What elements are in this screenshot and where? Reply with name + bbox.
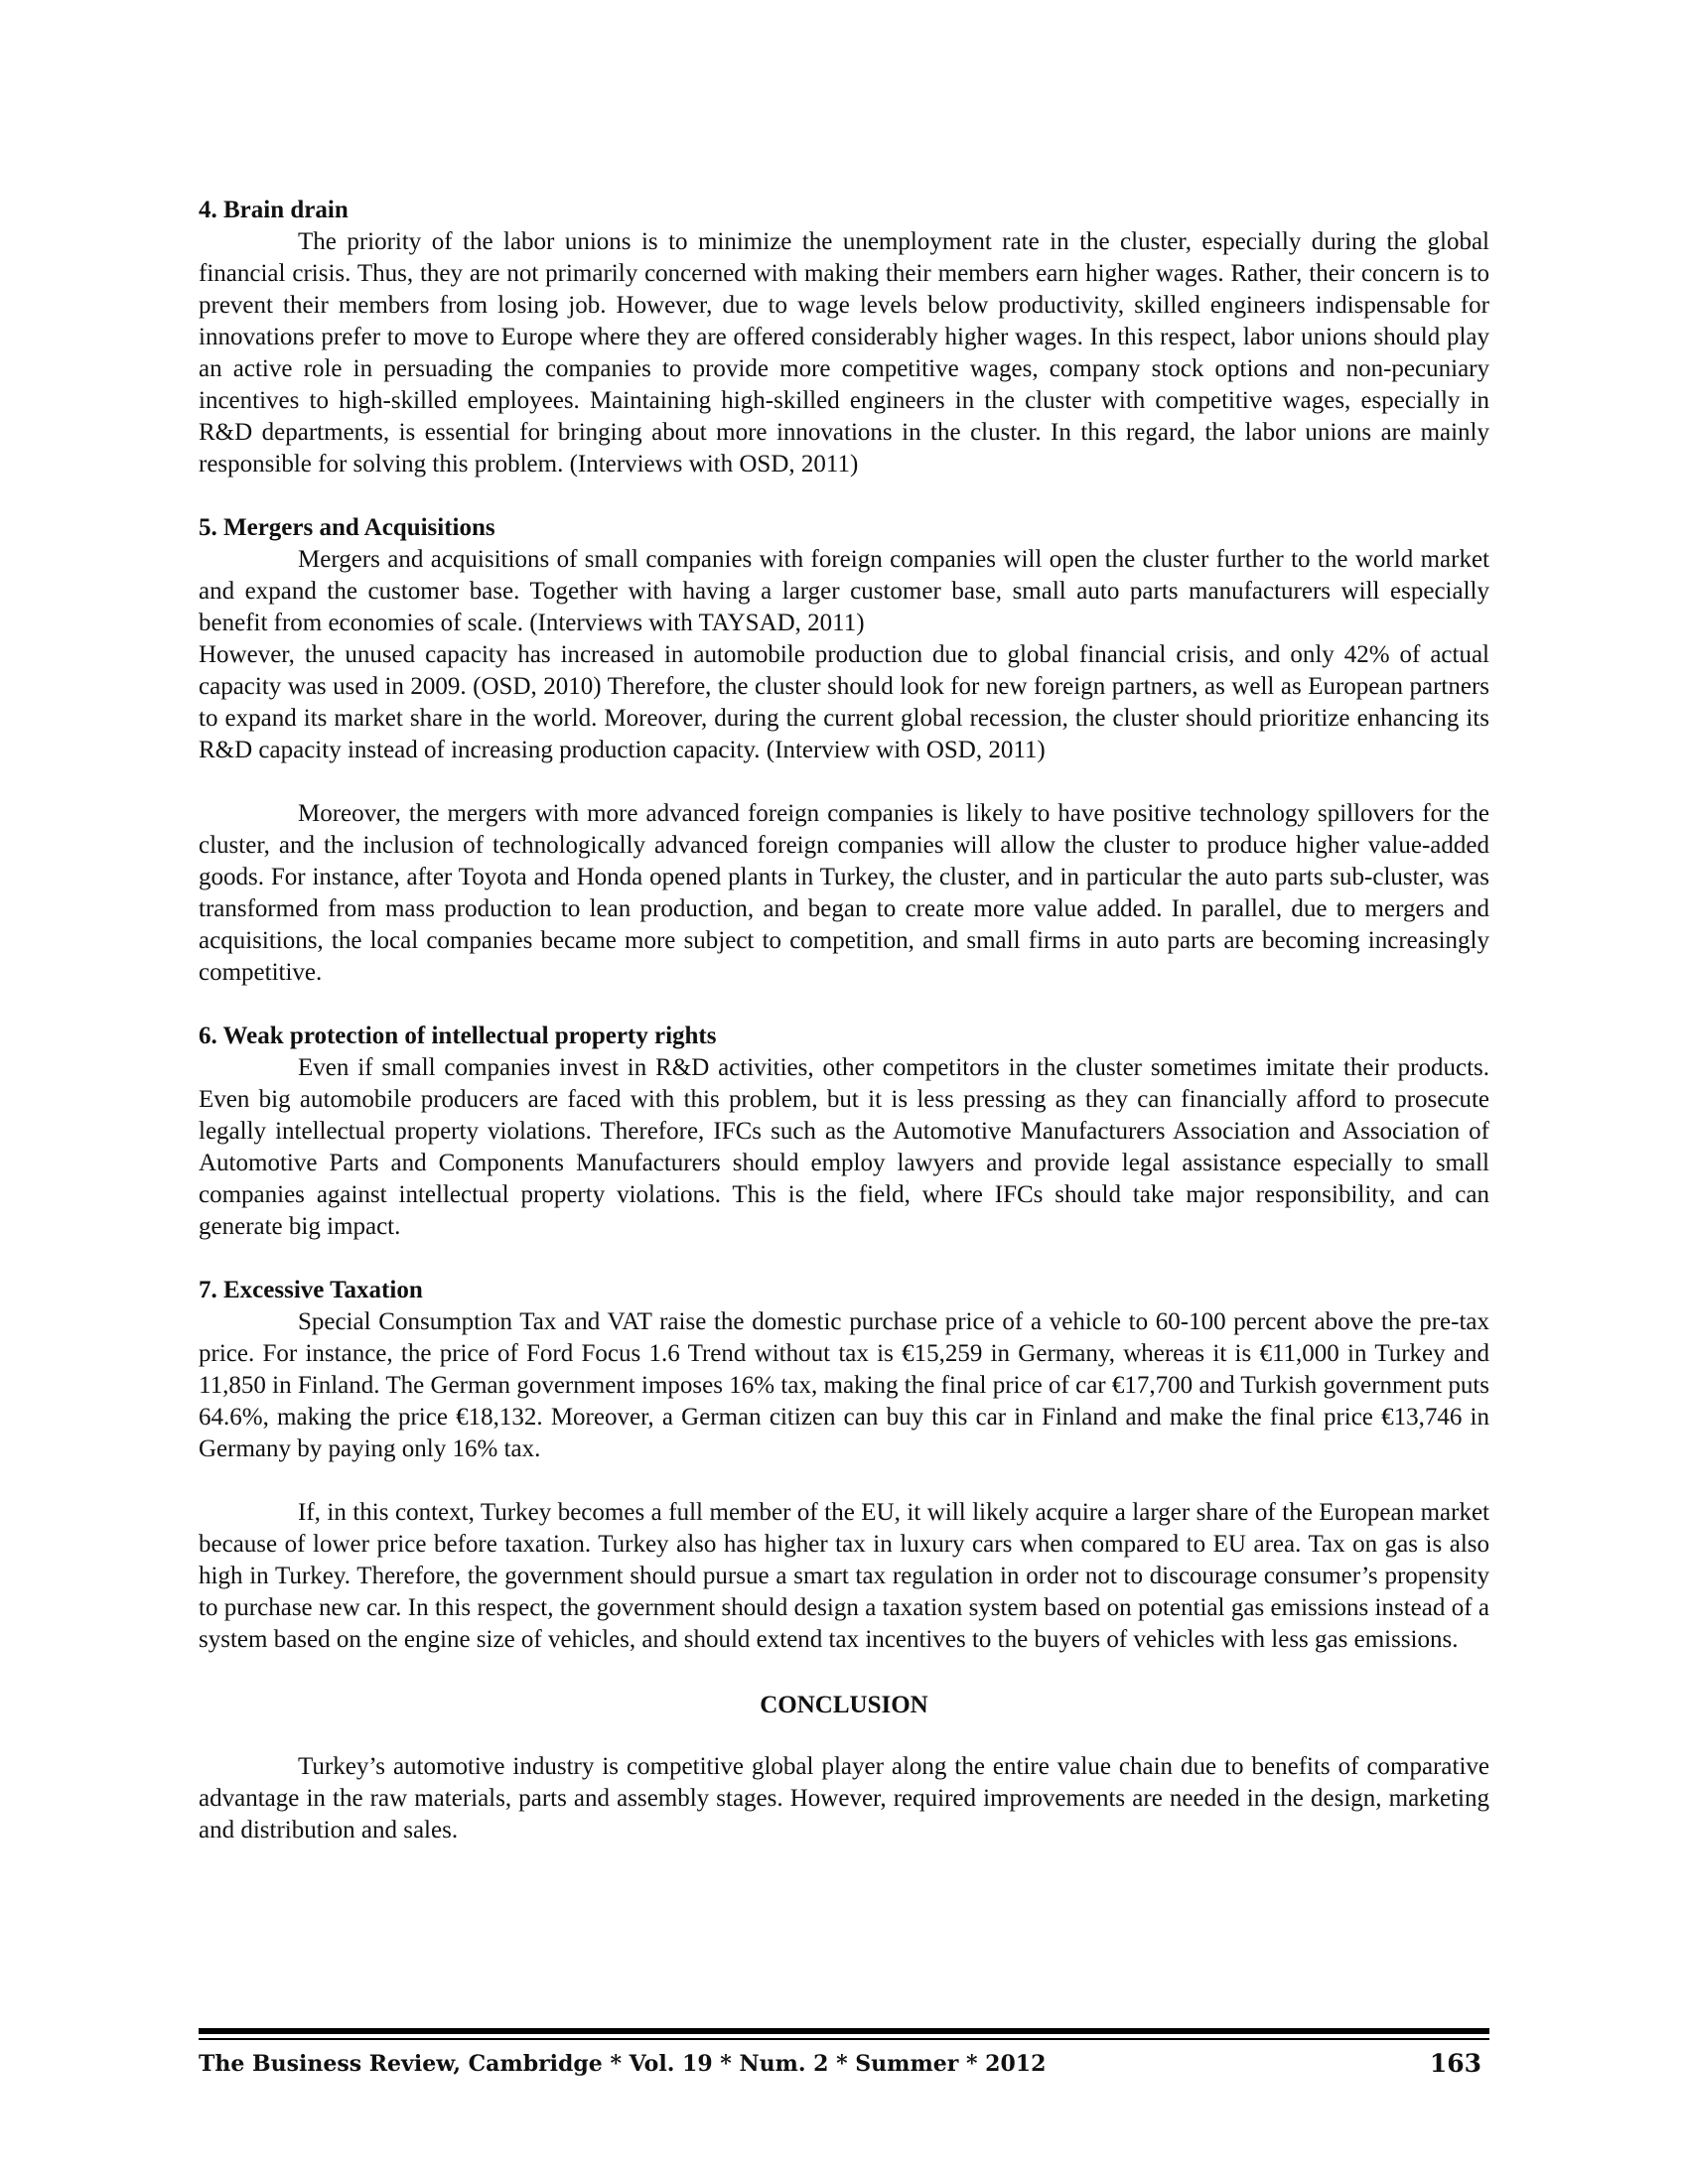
paragraph: Moreover, the mergers with more advanced foreign companies is likely to have positive technology spillovers for the cluster, and the inclusion of technologically advanced foreign companies will allow the cluster to produce higher value-added goods. For instance, after Toyota and Honda opened plants in Turkey, the cluster, and in particular the auto parts sub-cluster, was transformed from mass production to lean production, and began to create more value added. In parallel, due to mergers and acquisitions, the local companies became more subject to competition, and small firms in auto parts are becoming increasingly competitive. <box>199 800 1489 986</box>
paragraph: Turkey’s automotive industry is competitive global player along the entire value chain due to benefits of comparative advantage in the raw materials, parts and assembly stages. However, required improvements are needed in the design, marketing and distribution and sales. <box>199 1753 1489 1843</box>
section-brain-drain <box>199 195 1489 480</box>
footer-rule <box>199 2028 1489 2034</box>
page-body <box>199 195 1489 1846</box>
footer-rule <box>199 2038 1489 2040</box>
paragraph: If, in this context, Turkey becomes a full member of the EU, it will likely acquire a larger share of the European market because of lower price before taxation. Turkey also has higher tax in luxury cars when compared to EU area. Tax on gas is also high in Turkey. Therefore, the government should pursue a smart tax regulation in order not to discourage consumer’s propensity to purchase new car. In this respect, the government should design a taxation system based on potential gas emissions instead of a system based on the engine size of vehicles, and should extend tax incentives to the buyers of vehicles with less gas emissions. <box>199 1499 1489 1653</box>
section-heading: 5. Mergers and Acquisitions <box>199 514 495 541</box>
paragraph: Even if small companies invest in R&D activities, other competitors in the cluster sometimes imitate their products. Even big automobile producers are faced with this problem, but it is less pressing as they can financially afford to prosecute legally intellectual property violations. Therefore, IFCs such as the Automotive Manufacturers Association and Association of Automotive Parts and Components Manufacturers should employ lawyers and provide legal assistance especially to small companies against intellectual property violations. This is the field, where IFCs should take major responsibility, and can generate big impact. <box>199 1054 1489 1240</box>
paragraph: However, the unused capacity has increased in automobile production due to global financial crisis, and only 42% of actual capacity was used in 2009. (OSD, 2010) Therefore, the cluster should look for new foreign partners, as well as European partners to expand its market share in the world. Moreover, during the current global recession, the cluster should prioritize enhancing its R&D capacity instead of increasing production capacity. (Interview with OSD, 2011) <box>199 641 1489 763</box>
section-intellectual-property <box>199 1021 1489 1243</box>
paragraph: Special Consumption Tax and VAT raise the domestic purchase price of a vehicle to 60-100 percent above the pre-tax price. For instance, the price of Ford Focus 1.6 Trend without tax is €15,259 in Germany, whereas it is €11,000 in Turkey and 11,850 in Finland. The German government imposes 16% tax, making the final price of car €17,700 and Turkish government puts 64.6%, making the price €18,132. Moreover, a German citizen can buy this car in Finland and make the final price €13,746 in Germany by paying only 16% tax. <box>199 1308 1489 1462</box>
journal-citation: The Business Review, Cambridge * Vol. 19 * Num. 2 * Summer * 2012 <box>199 2050 1047 2077</box>
page-number: 163 <box>1429 2049 1481 2078</box>
section-heading: 6. Weak protection of intellectual property rights <box>199 1023 717 1049</box>
section-heading: 4. Brain drain <box>199 197 349 223</box>
paragraph: The priority of the labor unions is to minimize the unemployment rate in the cluster, especially during the global financial crisis. Thus, they are not primarily concerned with making their members earn higher wages. Rather, their concern is to prevent their members from losing job. However, due to wage levels below productivity, skilled engineers indispensable for innovations prefer to move to Europe where they are offered considerably higher wages. In this respect, labor unions should play an active role in persuading the companies to provide more competitive wages, company stock options and non-pecuniary incentives to high-skilled employees. Maintaining high-skilled engineers in the cluster with competitive wages, especially in R&D departments, is essential for bringing about more innovations in the cluster. In this regard, the labor unions are mainly responsible for solving this problem. (Interviews with OSD, 2011) <box>199 228 1489 478</box>
paragraph: Mergers and acquisitions of small companies with foreign companies will open the cluster further to the world market and expand the customer base. Together with having a larger customer base, small auto parts manufacturers will especially benefit from economies of scale. (Interviews with TAYSAD, 2011) <box>199 546 1489 636</box>
conclusion-heading: CONCLUSION <box>760 1692 928 1718</box>
section-mergers-acquisitions <box>199 512 1489 989</box>
page-footer <box>199 2049 1489 2078</box>
section-heading: 7. Excessive Taxation <box>199 1277 423 1303</box>
section-conclusion <box>199 1690 1489 1846</box>
section-excessive-taxation <box>199 1275 1489 1656</box>
